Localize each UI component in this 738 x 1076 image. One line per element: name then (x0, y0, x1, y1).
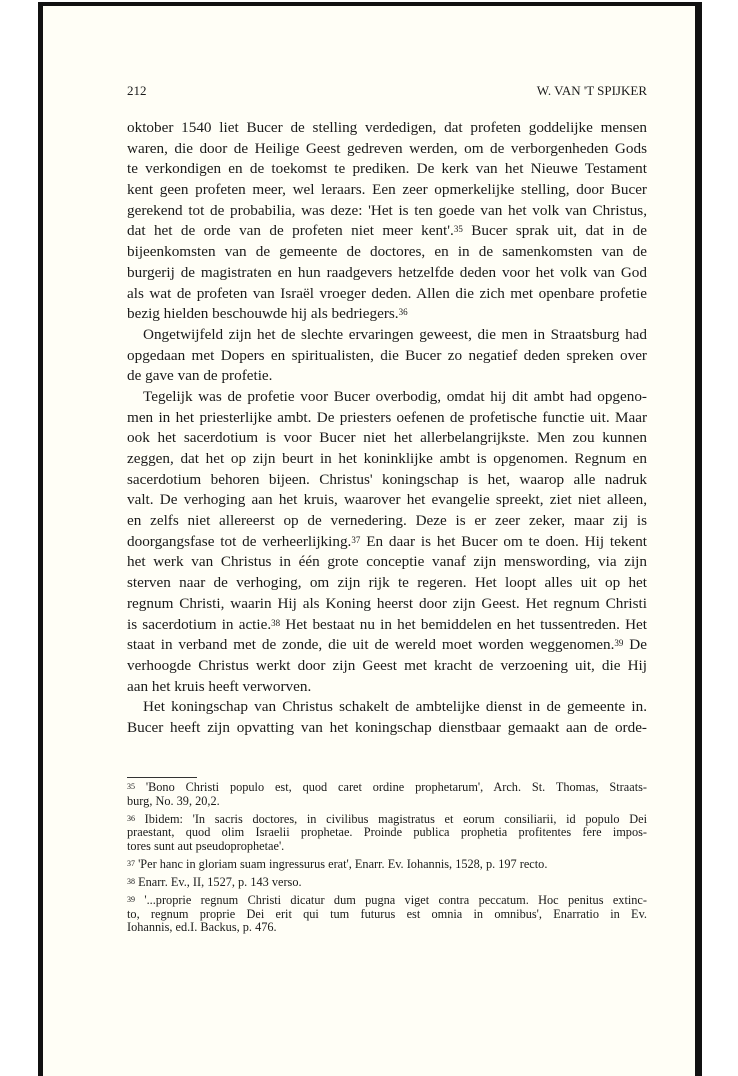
footnote-reference: 39 (127, 895, 135, 905)
text-segment: 'Per hanc in gloriam suam ingressurus erat', Enarr. Ev. Iohannis, 1528, p. 197 recto. (135, 856, 548, 871)
text-line: opgedaan met Dopers en spiritualisten, die Bucer zo negatief deden spreken over (127, 346, 647, 364)
text-line (127, 858, 647, 872)
footnote (127, 813, 647, 854)
paragraph (127, 118, 647, 325)
text-line: to, regnum proprie Dei erit qui tum futurus est omnia in omnibus', Enarratio in Ev. (127, 906, 647, 921)
footnotes (127, 781, 647, 939)
text-segment: En daar is het Bucer om te doen. Hij tekent (360, 532, 648, 550)
running-header (127, 83, 647, 99)
footnote-reference: 39 (614, 638, 624, 649)
text-segment: is sacerdotium in actie. (127, 615, 272, 633)
footnote (127, 894, 647, 935)
text-line: de gave van de profetie. (127, 367, 273, 385)
paragraph (127, 697, 647, 738)
footnote-reference: 37 (351, 534, 361, 545)
footnote (127, 858, 647, 872)
text-segment: 'Bono Christi populo est, quod caret ordine prophetarum', Arch. St. Thomas, Straats- (135, 780, 647, 794)
text-line (127, 781, 647, 795)
text-line: Het koningschap van Christus schakelt de ambtelijke dienst in de gemeente in. (143, 698, 647, 716)
text-line: men in het priesterlijke ambt. De priesters oefenen de profetische functie uit. Maar (127, 408, 647, 426)
text-line (127, 221, 647, 242)
footnote-reference: 38 (127, 877, 135, 887)
footnote-reference: 35 (453, 224, 463, 235)
text-line: als wat de profeten van Israël vroeger deden. Allen die zich met openbare profetie (127, 284, 647, 302)
text-line (127, 304, 647, 325)
text-line (127, 532, 647, 553)
paragraph (127, 387, 647, 697)
text-line: valt. De verhoging aan het kruis, waarover het evangelie spreekt, ziet niet alleen, (127, 491, 647, 509)
text-line: verhoogde Christus werkt door zijn Geest met kracht de verzoening uit, die Hij (127, 656, 647, 674)
text-line (127, 876, 647, 890)
text-line: ook het sacerdotium is voor Bucer niet het allerbelangrijkste. Men zou kunnen (127, 429, 647, 447)
footnote-separator (127, 777, 197, 778)
text-line: waren, die door de Heilige Geest gedreven werden, om de verborgenheden Gods (127, 139, 647, 157)
text-line: Tegelijk was de profetie voor Bucer overbodig, omdat hij dit ambt had opgeno- (143, 387, 647, 405)
text-line: kent geen profeten meer, wel leraars. Een zeer opmerkelijke stelling, door Bucer (127, 181, 647, 199)
text-segment: dat het de orde van de profeten niet meer kent'. (127, 222, 454, 240)
footnote-reference: 37 (127, 858, 135, 868)
text-line: sterven naar de verhoging, om zijn rijk te regeren. Het loopt alles uit op het (127, 574, 647, 592)
page-number: 212 (127, 83, 147, 98)
text-line: zeggen, dat het op zijn beurt in het koninklijke ambt is opgenomen. Regnum en (127, 450, 647, 467)
text-line: bijeenkomsten van de gemeente de doctores, en in de samenkomsten van de (127, 243, 647, 261)
footnote (127, 876, 647, 890)
text-segment: staat in verband met de zonde, die uit de wereld moet worden weggenomen. (127, 636, 615, 654)
text-segment: De (623, 636, 647, 654)
footnote-reference: 36 (127, 813, 135, 823)
footnote-reference: 35 (127, 782, 135, 791)
text-line: tores sunt aut pseudoprophetae'. (127, 838, 285, 853)
text-line (127, 635, 647, 656)
text-segment: Het bestaat nu in het bemiddelen en het tussentreden. Het (280, 615, 647, 633)
footnote (127, 781, 647, 808)
paragraph (127, 325, 647, 387)
text-segment: Bucer sprak uit, dat in de (462, 222, 647, 240)
text-segment: '...proprie regnum Christi dicatur dum pugna viget contra peccatum. Hoc penitus extinc- (135, 893, 647, 908)
text-line: oktober 1540 liet Bucer de stelling verdedigen, dat profeten goddelijke mensen (127, 119, 647, 136)
text-line: Bucer heeft zijn opvatting van het koningschap dienstbaar gemaakt aan de orde- (127, 718, 647, 736)
text-line (127, 813, 647, 827)
text-line (127, 894, 647, 908)
text-line: gerekend tot de probabilia, was deze: 'Het is ten goede van het volk van Christus, (127, 201, 647, 219)
text-segment: Enarr. Ev., II, 1527, p. 143 verso. (135, 875, 302, 890)
text-line: sacerdotium behoren bijeen. Christus' koningschap is het, waarop alle nadruk (127, 470, 647, 488)
text-segment: bezig hielden beschouwde hij als bedriegers. (127, 305, 399, 323)
text-line: te verkondigen en de toekomst te prediken. De kerk van het Nieuwe Testament (127, 160, 647, 178)
text-line: burgerij de magistraten en hun raadgevers hetzelfde deden voor het volk van God (127, 263, 647, 281)
text-segment: Ibidem: 'In sacris doctores, in civilibus magistratus et eorum consiliarii, id populo Dei (135, 811, 647, 826)
footnote-reference: 38 (271, 617, 281, 628)
text-line: aan het kruis heeft verworven. (127, 677, 312, 695)
running-title: W. VAN 'T SPIJKER (536, 83, 647, 98)
body-text (127, 118, 647, 739)
text-line: Ongetwijfeld zijn het de slechte ervaringen geweest, die men in Straatsburg had (143, 325, 647, 343)
text-line: het werk van Christus in één grote conceptie vanaf zijn menswording, via zijn (127, 553, 647, 571)
text-line: regnum Christi, waarin Hij als Koning heerst door zijn Geest. Het regnum Christi (127, 594, 647, 612)
text-line: burg, No. 39, 20,2. (127, 793, 220, 808)
text-line: Iohannis, ed.I. Backus, p. 476. (127, 920, 277, 935)
text-line (127, 615, 647, 636)
text-line: en zelfs niet allereerst op de vernedering. Deze is er zeer zeker, maar zij is (127, 512, 647, 530)
footnote-reference: 36 (398, 307, 408, 318)
text-line: praestant, quod olim Israelii prophetae. Proinde publica prophetia profitentes fere impos- (127, 825, 647, 840)
text-segment: doorgangsfase tot de verheerlijking. (127, 532, 352, 550)
